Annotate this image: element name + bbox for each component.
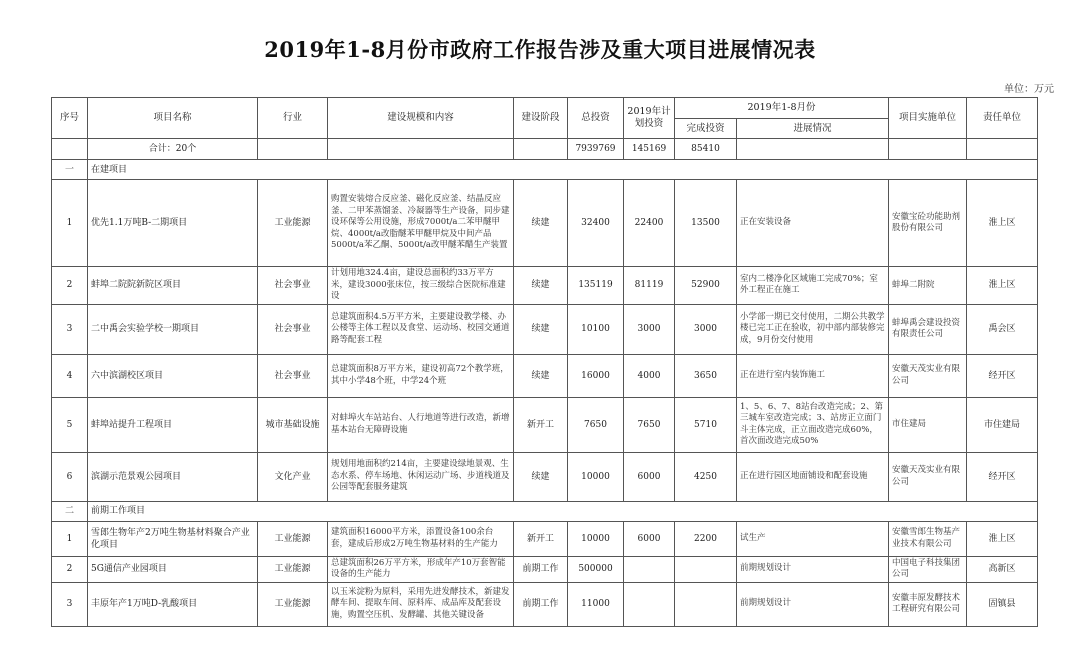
unit-label: 单位：万元 (1004, 84, 1054, 95)
header-impl-unit: 项目实施单位 (889, 98, 967, 139)
header-scale: 建设规模和内容 (328, 98, 514, 139)
row-name: 蚌埠二院院新院区项目 (88, 267, 258, 305)
row-industry: 工业能源 (258, 180, 328, 267)
row-seq: 2 (52, 267, 88, 305)
row-done: 52900 (675, 267, 737, 305)
row-total: 11000 (568, 582, 624, 626)
row-name: 二中禹会实验学校一期项目 (88, 304, 258, 354)
header-plan2019: 2019年计划投资 (624, 98, 675, 139)
row-industry: 城市基础设施 (258, 397, 328, 452)
total-row (52, 139, 1038, 160)
header-seq: 序号 (52, 98, 88, 139)
row-scale: 总建筑面积26万平方米，形成年产10万套智能设备的生产能力 (328, 556, 514, 582)
row-stage: 续建 (514, 180, 568, 267)
row-progress: 试生产 (737, 521, 889, 556)
row-progress: 正在进行园区地面铺设和配套设施 (737, 452, 889, 501)
header-row-1 (52, 98, 1038, 119)
row-seq: 1 (52, 180, 88, 267)
row-scale: 计划用地324.4亩，建设总面积约33万平方米，建设3000张床位，按三级综合医院标准建设 (328, 267, 514, 305)
row-stage: 前期工作 (514, 556, 568, 582)
table-row (52, 397, 1038, 452)
header-industry: 行业 (258, 98, 328, 139)
row-resp: 固镇县 (967, 582, 1038, 626)
row-progress: 正在进行室内装饰施工 (737, 354, 889, 397)
row-plan (624, 556, 675, 582)
row-impl: 安徽丰原发酵技术工程研究有限公司 (889, 582, 967, 626)
row-impl: 安徽天茂实业有限公司 (889, 354, 967, 397)
row-impl: 安徽宝砼功能助剂股份有限公司 (889, 180, 967, 267)
row-seq: 1 (52, 521, 88, 556)
page-title: 2019年1-8月份市政府工作报告涉及重大项目进展情况表 (264, 37, 816, 62)
project-table (51, 97, 1038, 627)
total-label: 合计：20个 (88, 139, 258, 160)
row-name: 5G通信产业园项目 (88, 556, 258, 582)
row-stage: 续建 (514, 452, 568, 501)
row-done (675, 556, 737, 582)
row-industry: 社会事业 (258, 354, 328, 397)
row-scale: 对蚌埠火车站站台、人行地道等进行改造，新增基本站台无障碍设施 (328, 397, 514, 452)
row-plan: 4000 (624, 354, 675, 397)
row-done: 3000 (675, 304, 737, 354)
total-plan: 145169 (624, 139, 675, 160)
row-impl: 中国电子科技集团公司 (889, 556, 967, 582)
row-total: 10000 (568, 452, 624, 501)
row-industry: 工业能源 (258, 556, 328, 582)
row-seq: 3 (52, 582, 88, 626)
row-name: 雪郎生物年产2万吨生物基材料聚合产业化项目 (88, 521, 258, 556)
row-total: 16000 (568, 354, 624, 397)
row-total: 32400 (568, 180, 624, 267)
row-stage: 新开工 (514, 397, 568, 452)
row-name: 丰原年产1万吨D-乳酸项目 (88, 582, 258, 626)
row-name: 优先1.1万吨B-二期项目 (88, 180, 258, 267)
row-progress: 前期规划设计 (737, 556, 889, 582)
row-plan: 6000 (624, 452, 675, 501)
row-seq: 3 (52, 304, 88, 354)
row-plan: 22400 (624, 180, 675, 267)
table-row (52, 180, 1038, 267)
row-seq: 6 (52, 452, 88, 501)
row-resp: 淮上区 (967, 521, 1038, 556)
header-name: 项目名称 (88, 98, 258, 139)
row-total: 7650 (568, 397, 624, 452)
row-progress: 1、5、6、7、8站台改造完成；2、第三城车室改造完成；3、站房正立面门斗主体完成，正立面改造完成60%，首次面改造完成50% (737, 397, 889, 452)
table-row (52, 304, 1038, 354)
row-progress: 正在安装设备 (737, 180, 889, 267)
header-done: 完成投资 (675, 119, 737, 139)
section-row-preliminary (52, 501, 1038, 521)
table-row (52, 521, 1038, 556)
header-resp-unit: 责任单位 (967, 98, 1038, 139)
row-scale: 建筑面积16000平方米，添置设备100余台套，建成后形成2万吨生物基材料的生产能力 (328, 521, 514, 556)
header-total: 总投资 (568, 98, 624, 139)
row-impl: 蚌埠禹会建设投资有限责任公司 (889, 304, 967, 354)
row-resp: 经开区 (967, 452, 1038, 501)
row-seq: 5 (52, 397, 88, 452)
table-row (52, 452, 1038, 501)
row-industry: 社会事业 (258, 304, 328, 354)
row-impl: 蚌埠二附院 (889, 267, 967, 305)
section-seq: 二 (52, 501, 88, 521)
header-period: 2019年1-8月份 (675, 98, 889, 119)
row-name: 蚌埠站提升工程项目 (88, 397, 258, 452)
row-impl: 市住建局 (889, 397, 967, 452)
row-done (675, 582, 737, 626)
row-impl: 安徽雪郎生物基产业技术有限公司 (889, 521, 967, 556)
row-done: 2200 (675, 521, 737, 556)
table-row (52, 556, 1038, 582)
row-plan: 3000 (624, 304, 675, 354)
row-stage: 前期工作 (514, 582, 568, 626)
row-industry: 社会事业 (258, 267, 328, 305)
row-industry: 工业能源 (258, 521, 328, 556)
row-plan: 6000 (624, 521, 675, 556)
row-stage: 续建 (514, 304, 568, 354)
row-industry: 文化产业 (258, 452, 328, 501)
header-stage: 建设阶段 (514, 98, 568, 139)
row-seq: 2 (52, 556, 88, 582)
row-done: 4250 (675, 452, 737, 501)
row-total: 500000 (568, 556, 624, 582)
row-total: 10100 (568, 304, 624, 354)
row-stage: 新开工 (514, 521, 568, 556)
table-row (52, 582, 1038, 626)
row-scale: 以玉米淀粉为原料，采用先进发酵技术，新建发酵车间、提取车间、原料库、成品库及配套设施，购置空压机、发酵罐、其他关键设备 (328, 582, 514, 626)
section-label: 前期工作项目 (88, 501, 1038, 521)
row-total: 10000 (568, 521, 624, 556)
section-row-building (52, 160, 1038, 180)
row-done: 5710 (675, 397, 737, 452)
row-plan (624, 582, 675, 626)
row-seq: 4 (52, 354, 88, 397)
row-resp: 高新区 (967, 556, 1038, 582)
row-impl: 安徽天茂实业有限公司 (889, 452, 967, 501)
table-row (52, 354, 1038, 397)
row-plan: 81119 (624, 267, 675, 305)
row-resp: 淮上区 (967, 267, 1038, 305)
row-progress: 前期规划设计 (737, 582, 889, 626)
row-done: 13500 (675, 180, 737, 267)
row-resp: 市住建局 (967, 397, 1038, 452)
row-stage: 续建 (514, 267, 568, 305)
row-scale: 总建筑面积4.5万平方米，主要建设教学楼、办公楼等主体工程以及食堂、运动场、校园交通道路等配套工程 (328, 304, 514, 354)
row-scale: 购置安装熔合反应釜、磁化反应釜、结晶反应釜、二甲苯蒸馏釜、冷凝器等生产设备，同步建设环保等公用设施，形成7000t/a二苯甲醚甲烷、4000t/a改脂醚苯甲醚甲烷及中间产品5000t/a苯乙酮、5000t/a改甲醚苯醋生产装置 (328, 180, 514, 267)
row-stage: 续建 (514, 354, 568, 397)
row-name: 滨湖示范景观公园项目 (88, 452, 258, 501)
row-progress: 小学部一期已交付使用，二期公共教学楼已完工正在验收，初中部内部装修完成，9月份交付使用 (737, 304, 889, 354)
row-resp: 禹会区 (967, 304, 1038, 354)
section-seq: 一 (52, 160, 88, 180)
row-scale: 总建筑面积8万平方米，建设初高72个教学班，其中小学48个班，中学24个班 (328, 354, 514, 397)
row-plan: 7650 (624, 397, 675, 452)
section-label: 在建项目 (88, 160, 1038, 180)
header-progress: 进展情况 (737, 119, 889, 139)
row-industry: 工业能源 (258, 582, 328, 626)
row-progress: 室内二楼净化区域施工完成70%；室外工程正在施工 (737, 267, 889, 305)
table-row (52, 267, 1038, 305)
row-resp: 淮上区 (967, 180, 1038, 267)
row-resp: 经开区 (967, 354, 1038, 397)
row-done: 3650 (675, 354, 737, 397)
total-investment: 7939769 (568, 139, 624, 160)
row-total: 135119 (568, 267, 624, 305)
total-done: 85410 (675, 139, 737, 160)
row-scale: 规划用地面积约214亩，主要建设绿地景观、生态水系、停车场地、休闲运动广场、步道栈道及公园等配套服务建筑 (328, 452, 514, 501)
row-name: 六中滨湖校区项目 (88, 354, 258, 397)
